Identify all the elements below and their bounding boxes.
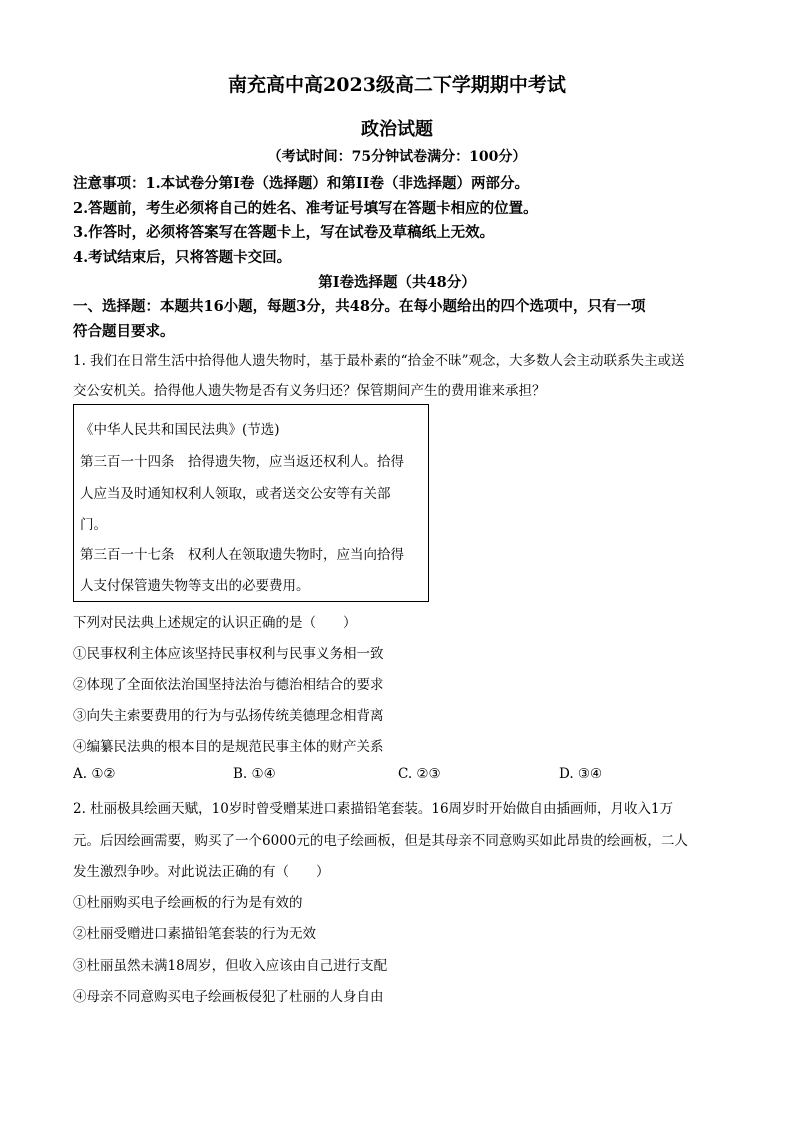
statement: ③杜丽虽然未满18周岁，但收入应该由自己进行支配 (73, 958, 388, 974)
option-b: B. ①④ (233, 766, 276, 782)
law-excerpt-line: 第三百一十四条 拾得遗失物，应当返还权利人。拾得 (80, 454, 404, 470)
law-excerpt-line: 人应当及时通知权利人领取，或者送交公安等有关部 (80, 486, 391, 502)
question-stem: 发生激烈争吵。对此说法正确的有（ ） (73, 864, 330, 880)
statement: ③向失主索要费用的行为与弘扬传统美德理念相背离 (73, 708, 384, 724)
law-excerpt-line: 《中华人民共和国民法典》(节选) (80, 422, 280, 438)
question-prompt: 下列对民法典上述规定的认识正确的是（ ） (73, 615, 357, 631)
section-title: 第Ⅰ卷选择题（共48分） (318, 274, 476, 291)
option-c: C. ②③ (398, 766, 441, 782)
question-stem: 2. 杜丽极具绘画天赋，10岁时曾受赠某进口素描铅笔套装。16周岁时开始做自由插画师，月收入1万 (73, 801, 674, 817)
option-d: D. ③④ (559, 766, 603, 782)
statement: ①民事权利主体应该坚持民事权利与民事义务相一致 (73, 646, 384, 662)
exam-info: （考试时间：75分钟试卷满分：100分） (267, 149, 527, 165)
question-stem: 元。后因绘画需要，购买了一个6000元的电子绘画板，但是其母亲不同意购买如此昂贵的绘画板，二人 (73, 833, 688, 849)
statement: ②体现了全面依法治国坚持法治与德治相结合的要求 (73, 677, 384, 693)
law-excerpt-line: 人支付保管遗失物等支出的必要费用。 (80, 578, 310, 594)
note-line: 4.考试结束后，只将答题卡交回。 (73, 249, 292, 266)
statement: ②杜丽受赠进口素描铅笔套装的行为无效 (73, 926, 316, 942)
question-stem: 交公安机关。拾得他人遗失物是否有义务归还？保管期间产生的费用谁来承担？ (73, 383, 546, 399)
note-line: 3.作答时，必须将答案写在答题卡上，写在试卷及草稿纸上无效。 (73, 224, 495, 241)
option-a: A. ①② (73, 766, 116, 782)
subject-title: 政治试题 (361, 119, 433, 140)
exam-title: 南充高中高2023级高二下学期期中考试 (228, 74, 566, 96)
note-line: 注意事项：1.本试卷分第Ⅰ卷（选择题）和第II卷（非选择题）两部分。 (73, 175, 529, 192)
law-excerpt-line: 第三百一十七条 权利人在领取遗失物时，应当向拾得 (80, 547, 404, 563)
law-excerpt-line: 门。 (80, 517, 107, 533)
statement: ④编纂民法典的根本目的是规范民事主体的财产关系 (73, 739, 384, 755)
statement: ④母亲不同意购买电子绘画板侵犯了杜丽的人身自由 (73, 989, 384, 1005)
law-excerpt-box (73, 404, 429, 602)
section-instruction: 符合题目要求。 (73, 323, 175, 340)
note-line: 2.答题前，考生必须将自己的姓名、准考证号填写在答题卡相应的位置。 (73, 200, 538, 217)
statement: ①杜丽购买电子绘画板的行为是有效的 (73, 895, 303, 911)
question-stem: 1. 我们在日常生活中拾得他人遗失物时，基于最朴素的“拾金不昧”观念，大多数人会主动联系失主或送 (73, 353, 685, 369)
section-instruction: 一、选择题：本题共16小题，每题3分，共48分。在每小题给出的四个选项中，只有一项 (73, 298, 646, 315)
